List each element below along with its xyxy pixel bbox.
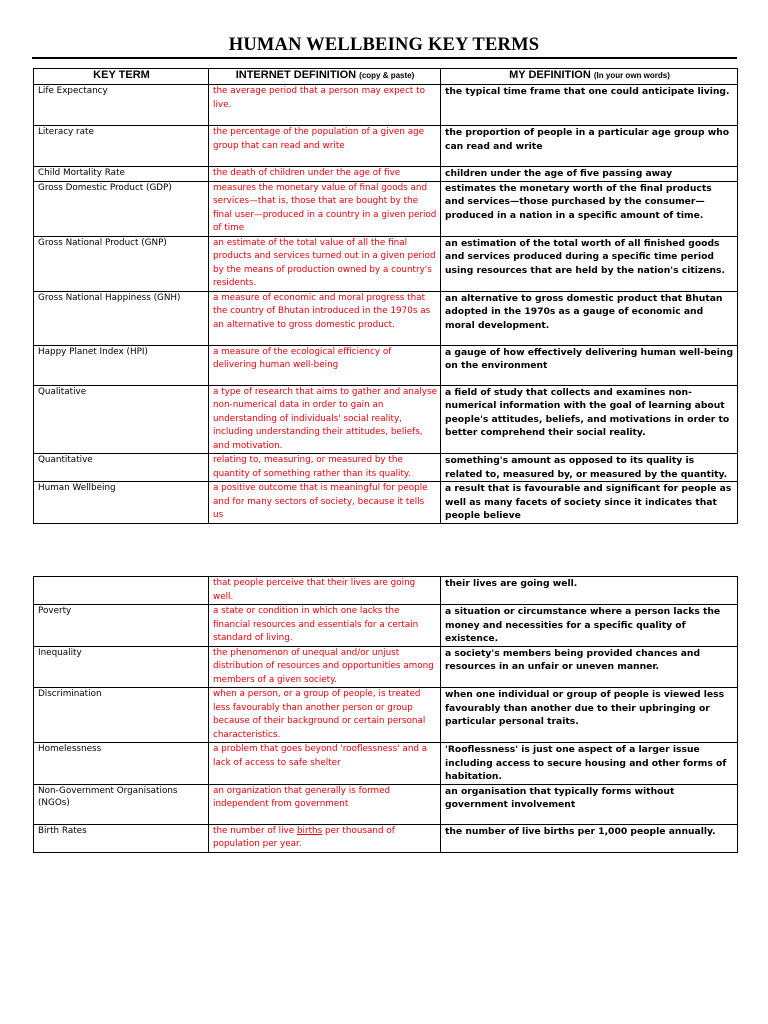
table-row — [34, 577, 738, 605]
my-definition-cell: an alternative to gross domestic product that Bhutan adopted in the 1970s as a gauge of economic and moral development. — [441, 291, 738, 345]
my-definition-cell: a situation or circumstance where a person lacks the money and necessities for a specific quality of existence. — [441, 605, 738, 647]
term-cell: Literacy rate — [34, 126, 209, 167]
term-cell: Non-Government Organisations (NGOs) — [34, 784, 209, 824]
table-row — [34, 605, 738, 647]
spellcheck-underlined-word: births — [296, 825, 323, 836]
my-definition-cell: a field of study that collects and examines non-numerical information with the goal of learning about people's attitudes, beliefs, and motivations in order to better comprehend their social reality. — [441, 385, 738, 454]
my-definition-cell: the typical time frame that one could anticipate living. — [441, 85, 738, 126]
my-definition-cell: 'Rooflessness' is just one aspect of a larger issue including access to secure housing and other forms of habitation. — [441, 743, 738, 785]
internet-definition-cell: the average period that a person may expect to live. — [209, 85, 441, 126]
table-row — [34, 646, 738, 688]
table-row — [34, 181, 738, 236]
internet-definition-cell: a type of research that aims to gather and analyse non-numerical data in order to gain an understanding of individuals' social reality, including understanding their attitudes, beliefs, and motivation. — [209, 385, 441, 454]
internet-definition-cell: an organization that generally is formed independent from government — [209, 784, 441, 824]
my-definition-cell: their lives are going well. — [441, 577, 738, 605]
definition-text: the number of live — [213, 825, 297, 836]
my-definition-cell: a society's members being provided chances and resources in an unfair or uneven manner. — [441, 646, 738, 688]
my-definition-cell: estimates the monetary worth of the final products and services—those purchased by the consumer—produced in a nation in a specific amount of time. — [441, 181, 738, 236]
internet-definition-cell: relating to, measuring, or measured by the quantity of something rather than its quality. — [209, 454, 441, 482]
term-cell: Happy Planet Index (HPI) — [34, 345, 209, 385]
internet-definition-cell: a positive outcome that is meaningful for people and for many sectors of society, because it tells us — [209, 482, 441, 524]
table-row — [34, 236, 738, 291]
my-definition-cell: an organisation that typically forms without government involvement — [441, 784, 738, 824]
internet-definition-cell: a state or condition in which one lacks the financial resources and essentials for a certain standard of living. — [209, 605, 441, 647]
my-definition-cell: the proportion of people in a particular age group who can read and write — [441, 126, 738, 167]
table-row — [34, 454, 738, 482]
table-row — [34, 345, 738, 385]
table-row — [34, 784, 738, 824]
term-cell: Homelessness — [34, 743, 209, 785]
table-row — [34, 688, 738, 743]
title-underline — [32, 57, 737, 59]
table-row — [34, 743, 738, 785]
internet-definition-cell — [209, 824, 441, 852]
header-my-definition: MY DEFINITION (In your own words) — [441, 69, 738, 85]
my-definition-cell: when one individual or group of people is viewed less favourably than another due to their upbringing or particular personal traits. — [441, 688, 738, 743]
my-definition-cell: an estimation of the total worth of all finished goods and services produced during a specific time period using resources that are held by the nation's citizens. — [441, 236, 738, 291]
header-internet-definition: INTERNET DEFINITION (copy & paste) — [209, 69, 441, 85]
table-row — [34, 824, 738, 852]
term-cell: Human Wellbeing — [34, 482, 209, 524]
key-terms-table-continued — [33, 576, 738, 853]
term-cell: Poverty — [34, 605, 209, 647]
table-row — [34, 85, 738, 126]
table-row — [34, 291, 738, 345]
my-definition-cell: the number of live births per 1,000 people annually. — [441, 824, 738, 852]
internet-definition-cell: the death of children under the age of five — [209, 167, 441, 182]
internet-definition-cell: a problem that goes beyond 'rooflessness' and a lack of access to safe shelter — [209, 743, 441, 785]
term-cell: Gross National Product (GNP) — [34, 236, 209, 291]
header-key-term: KEY TERM — [34, 69, 209, 85]
table-row — [34, 126, 738, 167]
my-definition-cell: children under the age of five passing away — [441, 167, 738, 182]
internet-definition-cell: measures the monetary value of final goods and services—that is, those that are bought by the final user—produced in a country in a given period of time — [209, 181, 441, 236]
term-cell: Life Expectancy — [34, 85, 209, 126]
term-cell: Qualitative — [34, 385, 209, 454]
header-row — [34, 69, 738, 85]
internet-definition-cell: a measure of the ecological efficiency of delivering human well-being — [209, 345, 441, 385]
term-cell: Inequality — [34, 646, 209, 688]
table-row — [34, 167, 738, 182]
table-row — [34, 385, 738, 454]
term-cell: Birth Rates — [34, 824, 209, 852]
internet-definition-cell: an estimate of the total value of all the final products and services turned out in a given period by the means of production owned by a country's residents. — [209, 236, 441, 291]
internet-definition-cell: that people perceive that their lives are going well. — [209, 577, 441, 605]
internet-definition-cell: the percentage of the population of a given age group that can read and write — [209, 126, 441, 167]
term-cell: Child Mortality Rate — [34, 167, 209, 182]
internet-definition-cell: the phenomenon of unequal and/or unjust distribution of resources and opportunities among members of a given society. — [209, 646, 441, 688]
term-cell: Quantitative — [34, 454, 209, 482]
term-cell — [34, 577, 209, 605]
definition-text: per thousand of population per year. — [213, 825, 395, 849]
table-row — [34, 482, 738, 524]
page-title: HUMAN WELLBEING KEY TERMS — [228, 35, 540, 55]
internet-definition-cell: when a person, or a group of people, is treated less favourably than another person or group because of their background or certain personal characteristics. — [209, 688, 441, 743]
term-cell: Gross Domestic Product (GDP) — [34, 181, 209, 236]
term-cell: Gross National Happiness (GNH) — [34, 291, 209, 345]
my-definition-cell: a gauge of how effectively delivering human well-being on the environment — [441, 345, 738, 385]
term-cell: Discrimination — [34, 688, 209, 743]
key-terms-table — [33, 68, 738, 524]
my-definition-cell: something's amount as opposed to its quality is related to, measured by, or measured by the quantity. — [441, 454, 738, 482]
internet-definition-cell: a measure of economic and moral progress that the country of Bhutan introduced in the 1970s as an alternative to gross domestic product. — [209, 291, 441, 345]
my-definition-cell: a result that is favourable and significant for people as well as many facets of society since it indicates that people believe — [441, 482, 738, 524]
